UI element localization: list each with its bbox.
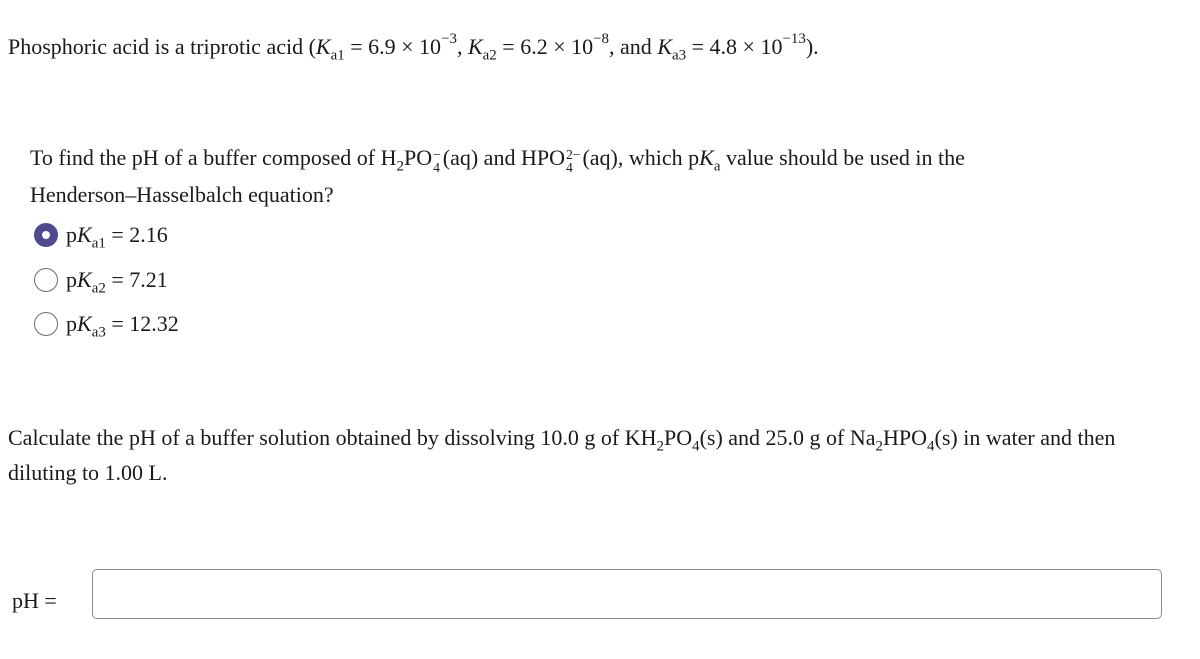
ka1-symbol: K [315,34,331,59]
ka-symbol: K [699,145,714,170]
q2-part1: Calculate the pH of a buffer solution obtained by dissolving 10.0 g of KH [8,425,657,450]
question-2-text [8,425,1116,455]
radio-pka2[interactable] [34,268,58,292]
problem-intro [8,31,819,64]
q1-po: PO [403,145,433,170]
option-pka2-subscript: a2 [91,280,106,297]
ka2-exponent: −8 [593,31,610,48]
option-pka3-subscript: a3 [91,324,106,341]
option-pka1[interactable] [34,222,168,252]
option-pka3-label [66,311,179,341]
q2-part2: PO [663,425,693,450]
option-pka1-label [66,222,168,252]
question-1-text [30,147,965,173]
radio-pka1-selected[interactable] [34,223,58,247]
option-pka3-value: = 12.32 [105,311,179,336]
intro-tail: ). [805,34,819,59]
question-1-line-2: Henderson–Hasselbalch equation? [30,182,334,207]
kh2po4-subscript-4: 4 [692,438,700,455]
option-pka1-subscript: a1 [91,235,106,252]
h2po4-subscript-2: 2 [396,158,404,175]
ka1-subscript: a1 [330,47,345,64]
na2hpo4-subscript-2: 2 [875,438,884,455]
intro-lead: Phosphoric acid is a triprotic acid ( [8,34,316,59]
ka2-subscript: a2 [482,47,497,64]
ka2-symbol: K [467,34,483,59]
option-pka3[interactable] [34,311,179,341]
kh2po4-subscript-2: 2 [656,438,664,455]
hpo4-charge: 2− [565,147,581,163]
option-pka1-prefix: p [66,222,77,247]
option-pka3-symbol: K [77,311,92,336]
ka3-subscript: a3 [672,47,687,64]
h2po4-subscript-4: 4 [433,159,440,175]
option-pka2-symbol: K [77,267,92,292]
intro-separator-1: , [456,34,468,59]
option-pka2-label [66,267,168,297]
question-2-line-2: diluting to 1.00 L. [8,460,168,485]
q1-part4: value should be used in the [720,145,965,170]
q1-part3: (aq), which p [582,145,700,170]
option-pka3-prefix: p [66,311,77,336]
q1-part2: (aq) and HPO [442,145,565,170]
ka3-symbol: K [657,34,672,59]
q2-part5: (s) in water and then [934,425,1116,450]
option-pka2-prefix: p [66,267,77,292]
hpo4-subscript-4: 4 [565,159,573,175]
option-pka1-value: = 2.16 [105,222,168,247]
ka2-value: = 6.2 × 10 [496,34,594,59]
ka-subscript: a [713,158,721,175]
q2-part4: HPO [883,425,928,450]
intro-separator-2: , and [609,34,658,59]
h2po4-charge-stack [433,149,441,175]
q1-part1: To find the pH of a buffer composed of H [30,145,397,170]
option-pka2-value: = 7.21 [105,267,168,292]
q2-part3: (s) and 25.0 g of Na [699,425,876,450]
h2po4-charge: − [433,147,441,163]
ka1-exponent: −3 [441,31,457,48]
ph-answer-input[interactable] [92,569,1162,619]
radio-pka3[interactable] [34,312,58,336]
option-pka2[interactable] [34,267,168,297]
ph-answer-label: pH = [12,588,57,613]
na2hpo4-subscript-4: 4 [927,438,935,455]
option-pka1-symbol: K [77,222,92,247]
ka1-value: = 6.9 × 10 [344,34,442,59]
ka3-value: = 4.8 × 10 [686,34,783,59]
hpo4-charge-stack [566,149,581,175]
ka3-exponent: −13 [782,31,806,48]
